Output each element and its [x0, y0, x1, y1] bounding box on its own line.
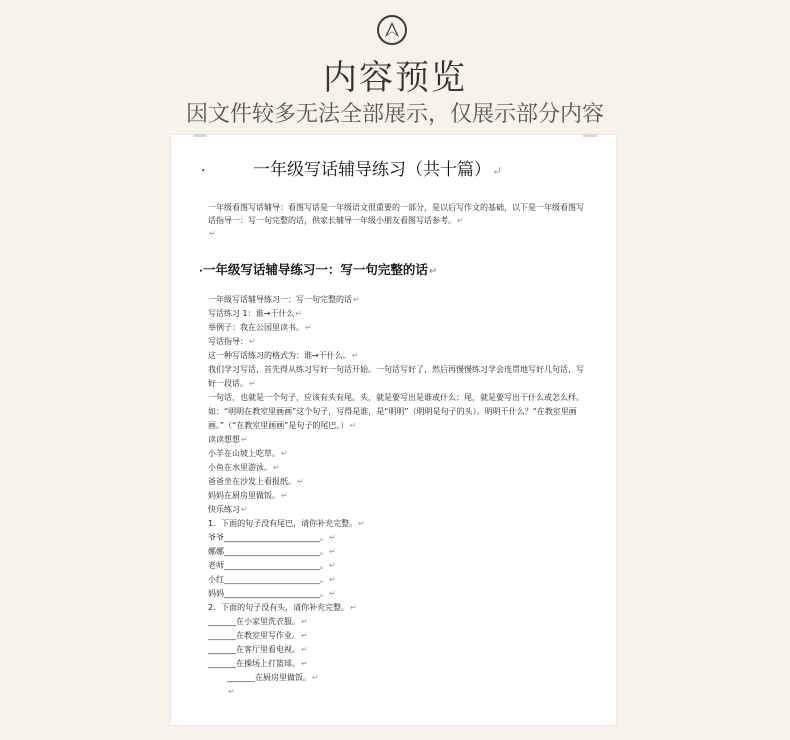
- paragraph-mark-icon: ↵: [349, 421, 357, 430]
- text-line: 写话练习 1：谁→干什么↵: [208, 309, 303, 318]
- page-corner-left: [193, 134, 207, 137]
- preview-subtitle: 因文件较多无法全部展示，仅展示部分内容: [185, 102, 604, 127]
- section-title: [199, 260, 599, 278]
- compass-arrow-icon: [377, 15, 407, 45]
- paragraph-mark-icon: ↵: [358, 519, 365, 528]
- paragraph-mark-icon: ↵: [281, 491, 288, 500]
- page-corner-right: [583, 134, 597, 137]
- paragraph-mark-icon: ↵: [457, 216, 464, 225]
- paragraph-mark-icon: ↵: [428, 266, 438, 277]
- paragraph-mark-icon: ↵: [301, 659, 308, 668]
- text-line: 1．下面的句子没有尾巴，请你补充完整。↵: [208, 519, 365, 528]
- text-line: _______在厨房里做饭。↵: [227, 673, 319, 682]
- text-line: _______在小家里洗衣服。↵: [208, 617, 308, 626]
- document-intro: [208, 201, 588, 240]
- paragraph-mark-icon: ↵: [312, 673, 319, 682]
- text-line: 2．下面的句子没有头，请你补充完整。↵: [208, 603, 357, 612]
- intro-text: 一年级看图写话辅导：看图写话是一年级语文很重要的一部分，是以后写作文的基础，以下是一年级看图写话指导一：写一句完整的话，供家长辅导一年级小朋友看图写话参考。: [208, 203, 584, 225]
- paragraph-mark-icon: ↵: [297, 477, 304, 486]
- text-line: 小红________________________。↵: [208, 575, 336, 584]
- list-bullet: ·: [201, 163, 206, 179]
- paragraph-mark-icon: ↵: [353, 295, 360, 304]
- text-line: 我们学习写话，首先得从练习写好一句话开始。一句话写好了，然后再慢慢练习学会连贯地写好几句话，写好一段话。↵: [208, 365, 584, 388]
- paragraph-mark-icon: ↵: [209, 229, 216, 238]
- text-line: 一年级写话辅导练习一：写一句完整的话↵: [208, 295, 360, 304]
- paragraph-mark-icon: ↵: [329, 561, 336, 570]
- paragraph-mark-icon: ↵: [249, 379, 256, 388]
- text-line: 写话指导：↵: [208, 337, 256, 346]
- text-line: 妈妈________________________。↵: [208, 589, 336, 598]
- paragraph-mark-icon: ↵: [301, 631, 308, 640]
- text-line: 读读想想↵: [208, 435, 248, 444]
- paragraph-mark-icon: ↵: [492, 164, 503, 178]
- preview-header: [0, 0, 790, 135]
- paragraph-mark-icon: ↵: [241, 435, 248, 444]
- text-line: 举例子：我在公园里读书。↵: [208, 323, 312, 332]
- text-line: 小鱼在水里游泳。↵: [208, 463, 280, 472]
- paragraph-mark-icon: ↵: [241, 505, 248, 514]
- text-line: 小羊在山坡上吃草。↵: [208, 449, 288, 458]
- text-line: 爸爸坐在沙发上看报纸。↵: [208, 477, 304, 486]
- document-body: [208, 293, 588, 699]
- paragraph-mark-icon: ↵: [329, 533, 336, 542]
- paragraph-mark-icon: ↵: [329, 547, 336, 556]
- text-line: [208, 685, 588, 699]
- text-line: 妈妈在厨房里做饭。↵: [208, 491, 288, 500]
- text-line: 这一种写话练习的格式为：谁→干什么。↵: [208, 351, 359, 360]
- document-title-text: 一年级写话辅导练习（共十篇）: [253, 160, 491, 180]
- list-bullet: ·: [199, 266, 203, 277]
- document-title: [201, 155, 601, 180]
- preview-title: 内容预览: [323, 58, 467, 98]
- text-line: 娜娜________________________。↵: [208, 547, 336, 556]
- section-title-text: 一年级写话辅导练习一：写一句完整的话: [202, 262, 428, 277]
- paragraph-mark-icon: ↵: [350, 603, 357, 612]
- text-line: 爷爷________________________。↵: [208, 533, 336, 542]
- text-line: 一句话，也就是一个句子，应该有头有尾。头，就是要写出是谁或什么；尾，就是要写出干什么或怎么样。如：“明明在教室里画画”这个句子，写得是谁，是“明明”（明明是句子的头）。明明干什么？“在教室里画画。”（“在教室里画画”是句子的尾巴。）↵: [208, 393, 584, 430]
- paragraph-mark-icon: ↵: [228, 687, 235, 696]
- paragraph-mark-icon: ↵: [273, 463, 280, 472]
- paragraph-mark-icon: ↵: [305, 323, 312, 332]
- paragraph-mark-icon: ↵: [329, 575, 336, 584]
- paragraph-mark-icon: ↵: [301, 645, 308, 654]
- document-page[interactable]: [171, 135, 616, 725]
- paragraph-mark-icon: ↵: [301, 617, 308, 626]
- paragraph-mark-icon: ↵: [249, 337, 256, 346]
- text-line: 快乐练习↵: [208, 505, 248, 514]
- text-line: _______在操场上打篮球。↵: [208, 659, 308, 668]
- text-line: 老师________________________。↵: [208, 561, 336, 570]
- paragraph-mark-icon: ↵: [281, 449, 288, 458]
- paragraph-mark-icon: ↵: [351, 351, 359, 360]
- paragraph-mark-icon: ↵: [329, 589, 336, 598]
- text-line: _______在教室里写作业。↵: [208, 631, 308, 640]
- text-line: _______在客厅里看电视。↵: [208, 645, 308, 654]
- paragraph-mark-icon: ↵: [295, 309, 303, 318]
